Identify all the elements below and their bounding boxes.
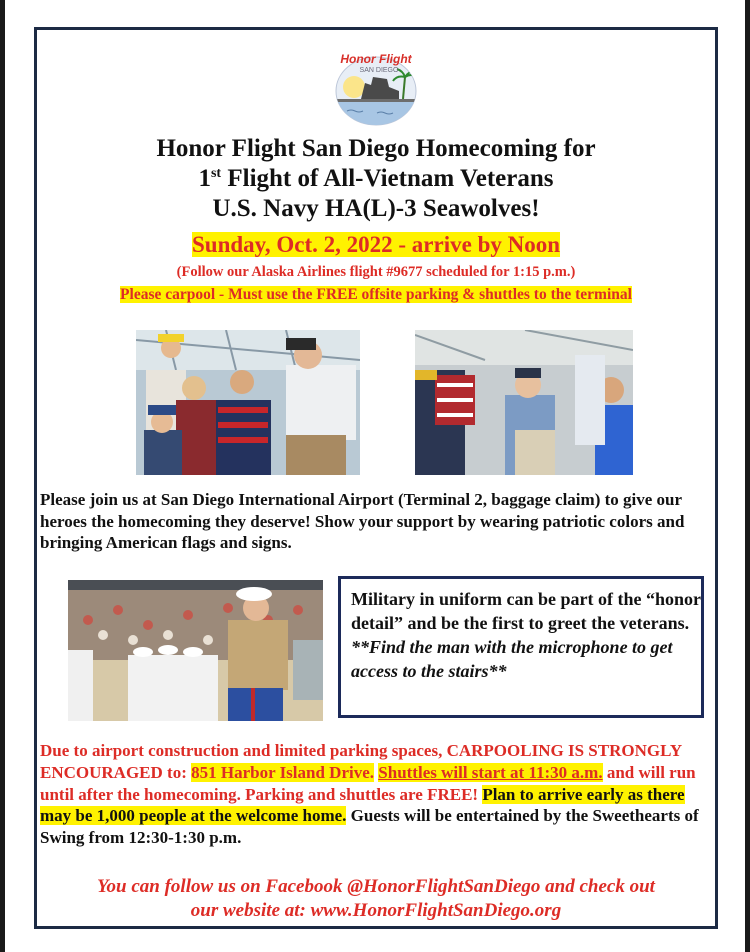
photo-veteran-greeting bbox=[136, 330, 360, 475]
honor-flight-logo bbox=[327, 47, 425, 127]
offsite-address: 851 Harbor Island Drive. bbox=[191, 762, 375, 782]
military-info-box: Military in uniform can be part of the “honor detail” and be the first to greet the veterans. **Find the man with the microphone to get access to the stairs** bbox=[338, 576, 704, 718]
logo-subtitle: SAN DIEGO bbox=[359, 67, 399, 74]
photo-veteran-handshake bbox=[415, 330, 633, 475]
arrive-early-note: Plan to arrive early as there may be 1,000 people at the welcome home. bbox=[40, 784, 685, 826]
event-date: Sunday, Oct. 2, 2022 - arrive by Noon bbox=[191, 232, 561, 257]
right-edge-bar bbox=[745, 0, 750, 952]
footer-website-line: our website at: www.HonorFlightSanDiego.org bbox=[190, 900, 562, 921]
join-us-paragraph: Please join us at San Diego International Airport (Terminal 2, baggage claim) to give our heroes the homecoming they deserve! Show your support by wearing patriotic colors and bringing American flags and signs. bbox=[40, 490, 685, 552]
logo-title: Honor Flight bbox=[340, 52, 412, 66]
headline-line-1: Honor Flight San Diego Homecoming for bbox=[156, 135, 596, 162]
headline-line-3: U.S. Navy HA(L)-3 Seawolves! bbox=[212, 195, 540, 222]
flyer-frame bbox=[34, 27, 718, 929]
left-edge-bar bbox=[0, 0, 5, 952]
military-box-italic: **Find the man with the microphone to get access to the stairs** bbox=[351, 637, 673, 681]
flight-info: (Follow our Alaska Airlines flight #9677 scheduled for 1:15 p.m.) bbox=[176, 264, 576, 280]
headline-line-2: 1st Flight of All-Vietnam Veterans bbox=[198, 165, 554, 192]
photo-honor-detail bbox=[68, 580, 323, 721]
shuttle-start-time: Shuttles will start at 11:30 a.m. bbox=[378, 762, 603, 782]
footer-facebook-line: You can follow us on Facebook @HonorFlightSanDiego and check out bbox=[97, 876, 655, 897]
carpool-notice: Please carpool - Must use the FREE offsite parking & shuttles to the terminal bbox=[120, 286, 632, 303]
footer-social bbox=[37, 875, 715, 923]
carpool-paragraph: Due to airport construction and limited parking spaces, CARPOOLING IS STRONGLY ENCOURAGED to: 851 Harbor Island Drive. Shuttles will start at 11:30 a.m. and will run until after the homecoming. Parking and shuttles are FREE! Plan to arrive early as there may be 1,000 people at the welcome home. Guests will be entertained by the Sweethearts of Swing from 12:30-1:30 p.m. bbox=[40, 741, 699, 848]
